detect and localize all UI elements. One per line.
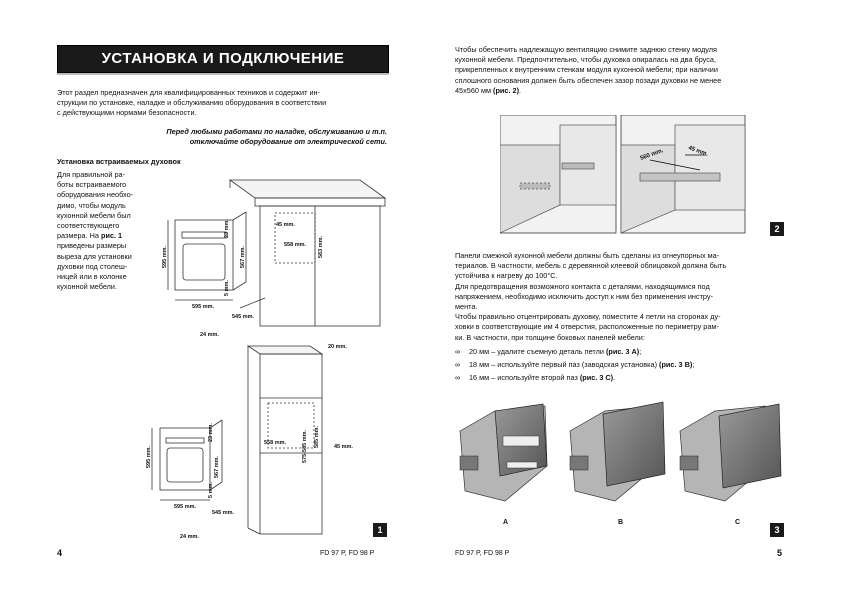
figure-reference: (рис. 3 B) — [659, 360, 693, 370]
dim-label: 5 mm. — [208, 482, 214, 498]
dim-label: 595 mm. — [162, 245, 168, 268]
hinge-b — [570, 402, 665, 501]
bullet-symbol: ∞ — [455, 360, 461, 370]
dim-label: 595 mm. — [174, 504, 197, 510]
para-line: устойчива к нагреву до 100°С. — [455, 271, 558, 281]
bullet-item — [455, 373, 790, 383]
dim-label: 23 mm. — [224, 219, 230, 238]
body-line: духовки под столеш- — [57, 261, 128, 271]
figure-number-badge: 3 — [770, 523, 784, 537]
countertop — [230, 180, 385, 198]
dim-label: 23 mm. — [208, 423, 214, 442]
intro-paragraph — [57, 88, 392, 119]
support-beam — [562, 163, 594, 169]
intro-line: Этот раздел предназначен для квалифицированных техников и содержит ин- — [57, 88, 320, 97]
warning-line: Перед любыми работами по наладке, обслуживанию и т.п. — [166, 127, 387, 136]
para-line: ховки в соответствующие им 4 отверстия, расположенные по периметру рам- — [455, 322, 719, 332]
dim-label: 45 mm. — [276, 222, 295, 228]
section-heading: Установка встраиваемых духовок — [57, 157, 181, 166]
dim-label: 595 mm. — [146, 445, 152, 468]
page-number: 5 — [777, 548, 783, 558]
figure-reference: (рис. 2) — [493, 85, 520, 95]
dim-label: 575-585 mm. — [302, 429, 308, 463]
figure-number-badge: 2 — [770, 222, 784, 236]
dim-label: 545 mm. — [232, 314, 255, 320]
para-line: кухонной мебели. Предпочтительно, чтобы духовка опиралась на два бруса, — [455, 55, 716, 65]
countertop-edge — [255, 198, 385, 206]
cutout — [275, 213, 315, 263]
model-footer: FD 97 P, FD 98 P — [320, 550, 375, 557]
para-line: ки. В частности, при толщине боковых панелей мебели: — [455, 332, 645, 342]
hinge-c — [680, 404, 781, 501]
dim-label: 567 mm. — [214, 455, 220, 478]
page-number: 4 — [57, 548, 63, 558]
section-title-bar — [57, 45, 389, 73]
body-line: кухонной мебели. — [57, 282, 118, 292]
para-line: напряжением, необходимо исключить доступ к ним без применения инстру- — [455, 291, 713, 301]
hinge-a — [460, 404, 547, 501]
body-line: размера. На — [57, 231, 99, 241]
figure-reference: (рис. 3 A) — [605, 347, 640, 356]
para-line: Для предотвращения возможного контакта с деталями, находящимися под — [455, 281, 710, 291]
body-line: оборудования необхо- — [57, 190, 134, 200]
bullet-end: ; — [692, 360, 695, 370]
dimension-line — [240, 298, 265, 308]
para-line: 45х560 мм — [455, 85, 491, 95]
bullet-text-main: 18 мм – используйте первый паз (заводская установка) — [469, 360, 658, 370]
hinge-caption: A — [503, 519, 509, 526]
figure-reference: рис. 1 — [101, 231, 123, 241]
section-title: УСТАНОВКА И ПОДКЛЮЧЕНИЕ — [101, 50, 345, 67]
model-footer: FD 97 P, FD 98 P — [455, 550, 510, 557]
para-line: Чтобы правильно отцентрировать духовку, поместите 4 петли на сторонах ду- — [455, 312, 721, 322]
figure-1-column-diagram — [130, 338, 370, 548]
hinge-caption: B — [618, 519, 624, 526]
bullet-item — [455, 347, 790, 357]
bullet-symbol: ∞ — [455, 347, 461, 356]
figure-number-badge: 1 — [373, 523, 387, 537]
dim-label: 45 mm. — [687, 145, 709, 158]
safety-warning — [57, 127, 387, 147]
bullet-text-main: 20 мм – удалите съемную деталь петли — [469, 347, 604, 356]
support-beam — [520, 183, 550, 189]
figure-1-undercounter-diagram — [160, 168, 395, 343]
body-line: димо, чтобы модуль — [57, 200, 126, 210]
materials-paragraph — [455, 251, 790, 343]
intro-line: струкции по установке, наладке и обслуживанию оборудования в соответствии — [57, 98, 327, 108]
install-paragraph — [57, 170, 157, 292]
dim-label: 5 mm. — [224, 280, 230, 296]
body-line: кухонной мебели был — [57, 210, 131, 220]
dim-label: 45 mm. — [334, 444, 353, 450]
bullet-symbol: ∞ — [455, 373, 461, 383]
bullet-end: . — [613, 373, 616, 383]
dim-label: 24 mm. — [200, 332, 219, 338]
dim-label: 558 mm. — [284, 242, 307, 248]
hinge-bullet-list — [455, 347, 790, 384]
dim-label: 560 mm. — [639, 148, 665, 162]
dim-label: 595 mm. — [192, 304, 215, 310]
body-line-with-ref — [57, 231, 157, 241]
dim-label: 24 mm. — [180, 534, 199, 540]
bullet-text — [469, 360, 694, 370]
para-line-with-ref: 45х560 мм (рис. 2). — [455, 85, 522, 95]
bullet-end: ; — [639, 347, 642, 356]
para-line: сплошного основания должен быть обеспечен зазор позади духовки не менее — [455, 75, 722, 85]
hinge-caption: C — [735, 519, 741, 526]
figure-reference: (рис. 3 C) — [579, 373, 614, 383]
para-line: Панели смежной кухонной мебели должны быть сделаны из огнеупорных ма- — [455, 251, 720, 260]
body-line: Для правильной ра- — [57, 170, 125, 179]
bullet-text-main: 16 мм – используйте второй паз — [469, 373, 578, 383]
para-line: мента. — [455, 302, 478, 312]
dim-label: 585 mm. — [314, 425, 320, 448]
figure-3-hinge-diagrams — [455, 396, 790, 531]
para-line: Чтобы обеспечить надлежащую вентиляцию снимите заднюю стенку модуля — [455, 45, 717, 54]
body-line: приведены размеры — [57, 241, 127, 251]
solid-base — [640, 173, 720, 181]
dim-label: 583 mm. — [318, 235, 324, 258]
bullet-text — [469, 347, 641, 357]
para-line: прикрепленных к внутренним стенкам модуля кухонной мебели; при наличии — [455, 65, 718, 75]
figure-2-ventilation-diagram — [500, 115, 788, 235]
dim-label: 545 mm. — [212, 510, 235, 516]
bullet-item — [455, 360, 790, 370]
intro-line: с действующими нормами безопасности. — [57, 108, 197, 118]
para-line: териалов. В частности, мебель с деревянной клеевой облицовкой должна быть — [455, 261, 727, 271]
dim-label: 558 mm. — [264, 440, 287, 446]
dim-label: 20 mm. — [328, 344, 347, 350]
warning-line: отключайте оборудование от электрической сети. — [189, 137, 387, 147]
body-line: ницей или в колонке — [57, 272, 127, 282]
bullet-text — [469, 373, 615, 383]
body-line: соответствующего — [57, 221, 120, 231]
dim-label: 567 mm. — [240, 245, 246, 268]
body-line: боты встраиваемого — [57, 180, 127, 190]
column-top — [248, 346, 322, 354]
body-line: выреза для установки — [57, 251, 132, 261]
ventilation-paragraph — [455, 45, 790, 96]
